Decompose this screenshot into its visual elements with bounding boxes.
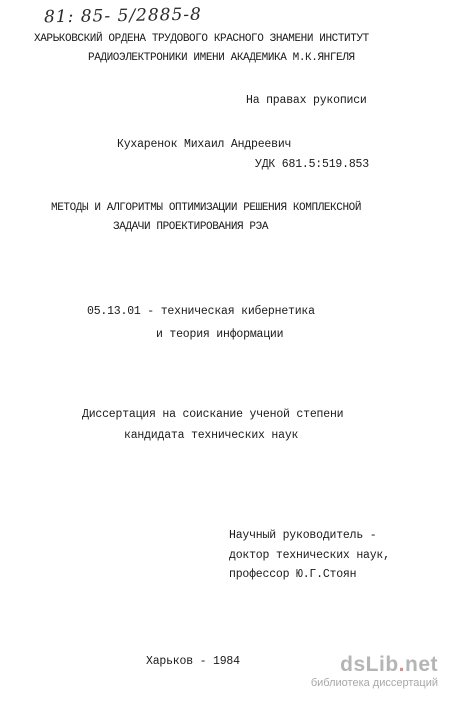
author-name: Кухаренок Михаил Андреевич [117,138,292,151]
degree-line-1: Диссертация на соискание ученой степени [82,408,344,421]
supervisor-line-1: Научный руководитель - [229,529,377,542]
dissertation-title-line-1: МЕТОДЫ И АЛГОРИТМЫ ОПТИМИЗАЦИИ РЕШЕНИЯ КОМПЛЕКСНОЙ [51,202,362,214]
supervisor-line-3: профессор Ю.Г.Стоян [229,568,357,581]
dissertation-title-line-2: ЗАДАЧИ ПРОЕКТИРОВАНИЯ РЭА [113,221,269,233]
place-and-year: Харьков - 1984 [146,655,240,668]
supervisor-line-2: доктор технических наук, [229,549,390,562]
specialty-line-1: 05.13.01 - техническая кибернетика [87,305,315,318]
handwritten-archive-code: 81: 85- 5/2885-8 [43,4,203,28]
watermark-logo-main: dsLib [340,653,399,676]
watermark-subtitle: библиотека диссертаций [310,677,438,689]
institute-name-line-2: РАДИОЭЛЕКТРОНИКИ ИМЕНИ АКАДЕМИКА М.К.ЯНГЕЛЯ [88,52,355,64]
watermark-logo-dot: . [398,653,405,676]
watermark-logo [311,654,438,676]
udk-code: УДК 681.5:519.853 [255,158,369,171]
institute-name-line-1: ХАРЬКОВСКИЙ ОРДЕНА ТРУДОВОГО КРАСНОГО ЗНАМЕНИ ИНСТИТУТ [34,33,369,45]
dslib-watermark [311,654,438,690]
degree-line-2: кандидата технических наук [124,429,299,442]
rights-notice: На правах рукописи [246,94,367,107]
watermark-logo-tld: net [405,653,438,676]
specialty-line-2: и теория информации [156,328,284,341]
